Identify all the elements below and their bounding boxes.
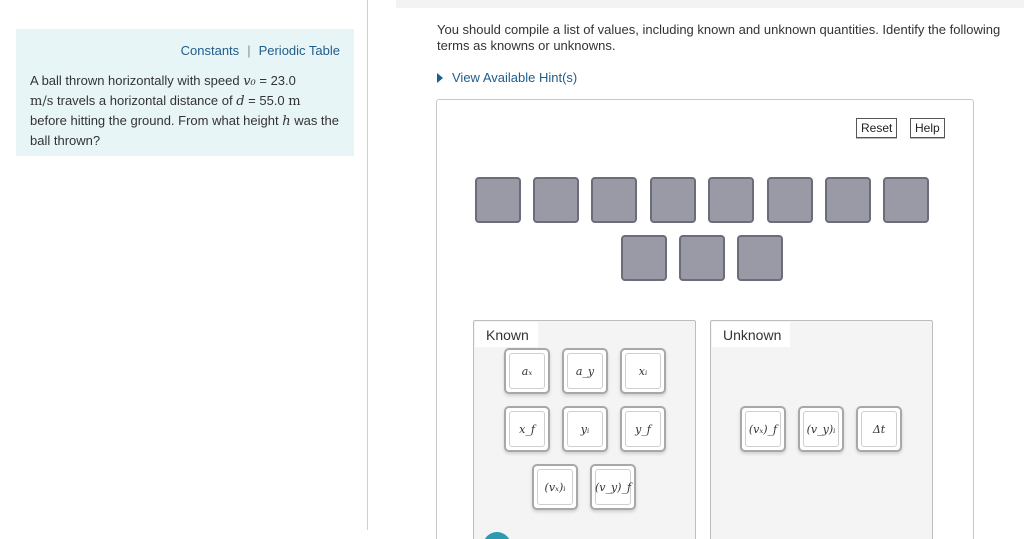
problem-panel <box>16 29 354 156</box>
term-tile-ay[interactable] <box>562 348 608 394</box>
constants-link[interactable]: Constants <box>180 43 240 58</box>
distance-value: = 55.0 <box>244 93 289 108</box>
distance-symbol: d <box>236 94 245 109</box>
tile-label: a_y <box>575 364 595 378</box>
panel-divider <box>367 0 368 530</box>
drag-drop-workspace <box>436 99 974 539</box>
term-tile-xi[interactable] <box>620 348 666 394</box>
problem-statement <box>30 71 340 150</box>
problem-text: A ball thrown horizontally with speed <box>30 73 244 88</box>
term-tile-yf[interactable] <box>620 406 666 452</box>
term-tile-vxi[interactable] <box>532 464 578 510</box>
resource-links <box>181 43 340 58</box>
distance-unit: m <box>288 94 301 109</box>
answer-slot[interactable] <box>767 177 813 223</box>
term-tile-delta-t[interactable] <box>856 406 902 452</box>
view-hints-link[interactable] <box>437 70 577 85</box>
known-bin-label: Known <box>475 322 538 347</box>
periodic-table-link[interactable]: Periodic Table <box>258 43 340 58</box>
term-tile-yi[interactable] <box>562 406 608 452</box>
tile-label: (v_y)_f <box>594 480 632 494</box>
reset-button[interactable]: Reset <box>856 118 897 138</box>
answer-slot[interactable] <box>591 177 637 223</box>
tile-label: Δt <box>872 422 886 436</box>
answer-slot[interactable] <box>737 235 783 281</box>
tile-label: x_f <box>519 422 535 436</box>
problem-text: travels a horizontal distance of <box>53 93 237 108</box>
answer-slot[interactable] <box>475 177 521 223</box>
unknown-bin[interactable] <box>710 320 933 539</box>
hint-label: View Available Hint(s) <box>452 70 578 85</box>
instructions: You should compile a list of values, including known and unknown quantities. Identify the following terms as knowns or unknowns. <box>437 22 1001 53</box>
answer-slot[interactable] <box>621 235 667 281</box>
answer-slot[interactable] <box>883 177 929 223</box>
speed-symbol: v₀ <box>243 74 256 89</box>
unknown-bin-label: Unknown <box>712 322 790 347</box>
tile-label: (vₓ)_f <box>748 422 778 436</box>
problem-text: before hitting the ground. From what height <box>30 113 283 128</box>
problem-text: was the ball thrown? <box>30 113 340 148</box>
answer-slot[interactable] <box>679 235 725 281</box>
known-bin[interactable] <box>473 320 696 539</box>
link-separator: | <box>247 43 251 58</box>
term-tile-ax[interactable] <box>504 348 550 394</box>
term-tile-vyi[interactable] <box>798 406 844 452</box>
top-bar <box>396 0 1024 8</box>
triangle-right-icon <box>437 73 443 83</box>
tile-label: (v_y)ᵢ <box>806 422 836 436</box>
answer-slot[interactable] <box>825 177 871 223</box>
speed-value: = 23.0 <box>255 73 296 88</box>
answer-slot[interactable] <box>650 177 696 223</box>
tile-label: y_f <box>635 422 651 436</box>
tile-label: xᵢ <box>638 364 648 378</box>
tile-label: aₓ <box>521 364 533 378</box>
term-tile-vyf[interactable] <box>590 464 636 510</box>
height-symbol: h <box>282 114 291 129</box>
answer-slot[interactable] <box>533 177 579 223</box>
term-tile-xf[interactable] <box>504 406 550 452</box>
tile-label: yᵢ <box>580 422 590 436</box>
answer-slot[interactable] <box>708 177 754 223</box>
tile-label: (vₓ)ᵢ <box>544 480 566 494</box>
speed-unit: m/s <box>30 94 54 109</box>
term-tile-vxf[interactable] <box>740 406 786 452</box>
help-button[interactable]: Help <box>910 118 945 138</box>
